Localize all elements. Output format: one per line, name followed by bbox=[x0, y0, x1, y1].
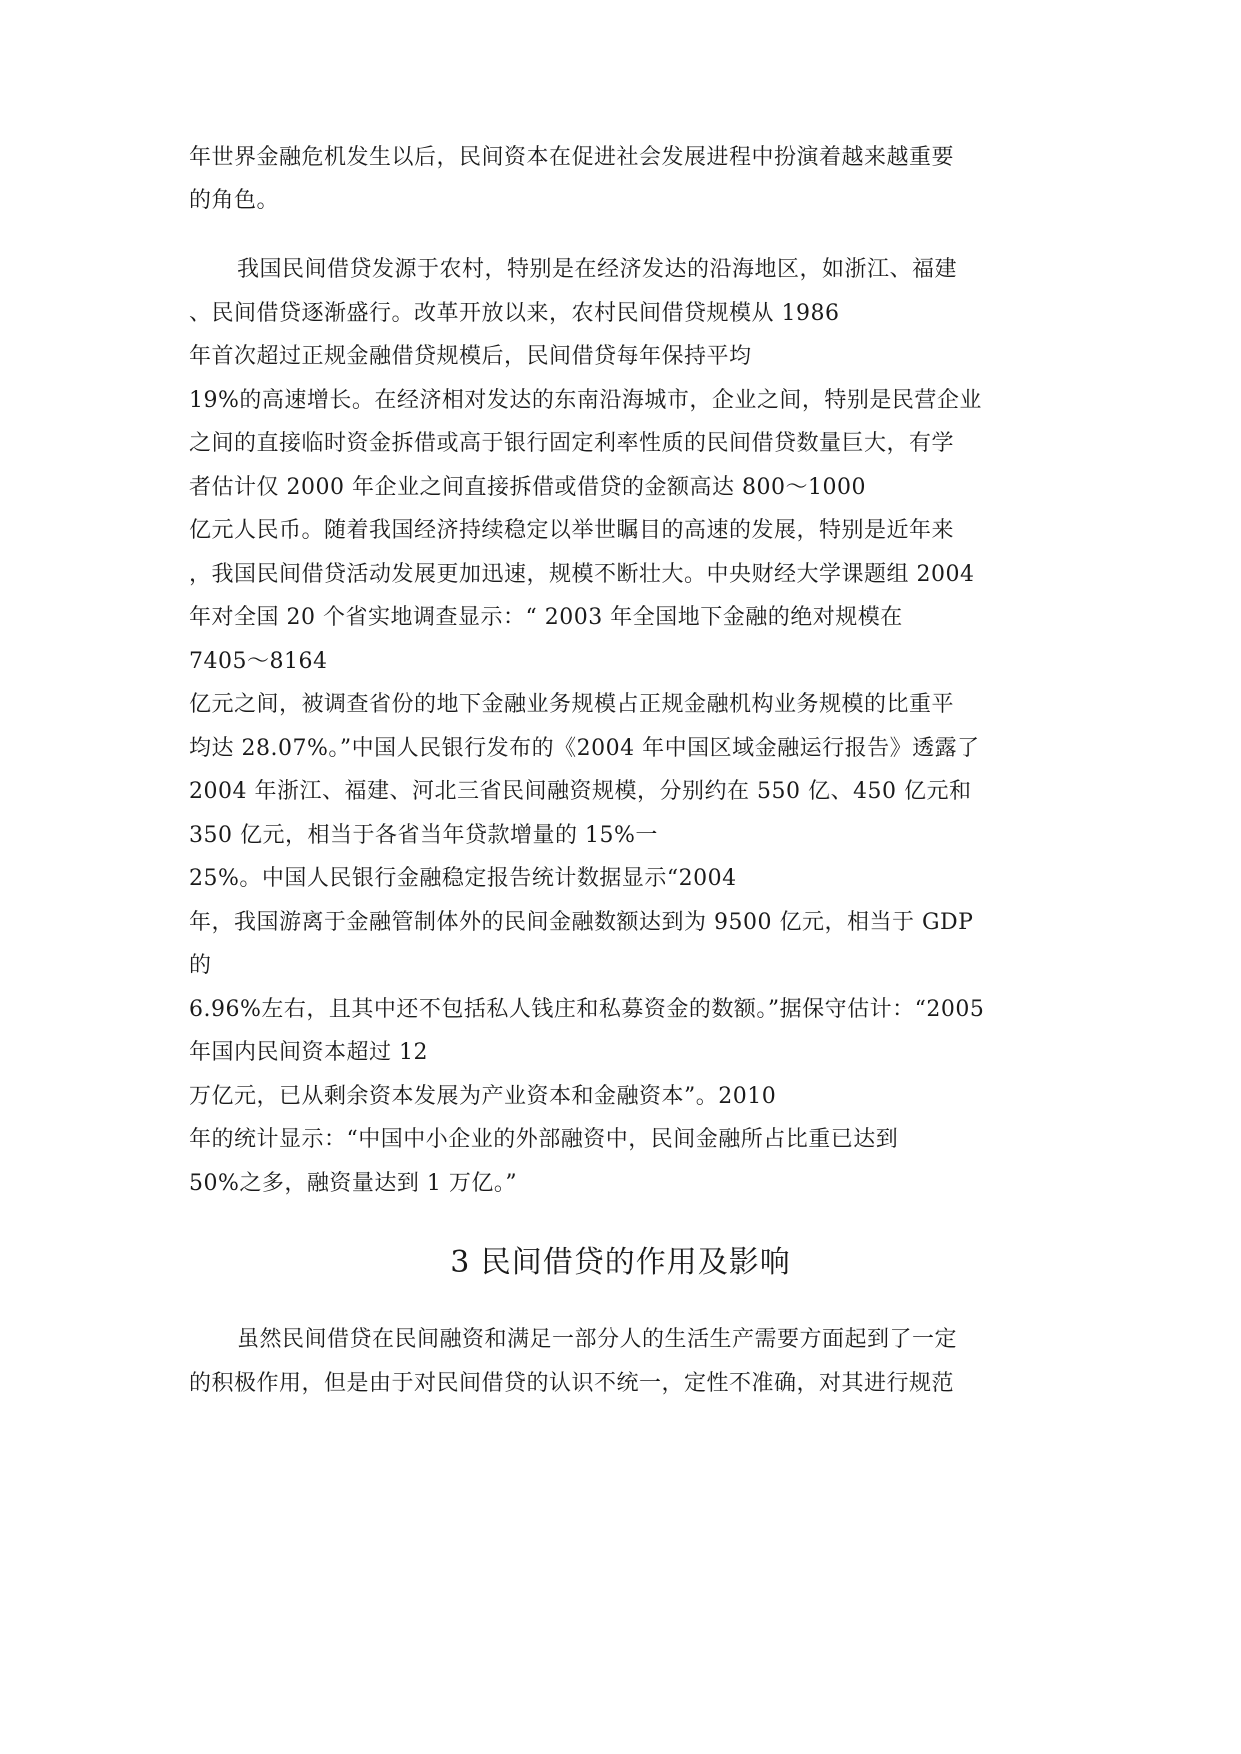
paragraph-2-line-4: 19%的高速增长。在经济相对发达的东南沿海城市，企业之间，特别是民营企业 bbox=[189, 388, 982, 413]
paragraph-2-line-1: 我国民间借贷发源于农村，特别是在经济发达的沿海地区，如浙江、福建 bbox=[237, 257, 958, 282]
paragraph-3-line-2: 的积极作用，但是由于对民间借贷的认识不统一，定性不准确，对其进行规范 bbox=[189, 1371, 955, 1396]
paragraph-2-line-9: 年对全国 20 个省实地调查显示：“ 2003 年全国地下金融的绝对规模在 bbox=[189, 605, 903, 630]
paragraph-2-line-17: 的 bbox=[189, 953, 212, 978]
paragraph-2-line-22: 50%之多，融资量达到 1 万亿。” bbox=[189, 1171, 518, 1196]
paragraph-2-line-13: 2004 年浙江、福建、河北三省民间融资规模，分别约在 550 亿、450 亿元和 bbox=[189, 779, 972, 804]
paragraph-2-line-5: 之间的直接临时资金拆借或高于银行固定利率性质的民间借贷数量巨大，有学 bbox=[189, 431, 955, 456]
paragraph-2-line-19: 年国内民间资本超过 12 bbox=[189, 1040, 428, 1065]
paragraph-2-line-10: 7405～8164 bbox=[189, 649, 328, 674]
paragraph-2-line-14: 350 亿元，相当于各省当年贷款增量的 15%一 bbox=[189, 823, 658, 848]
paragraph-1-line-2: 的角色。 bbox=[189, 188, 280, 213]
paragraph-3-line-1: 虽然民间借贷在民间融资和满足一部分人的生活生产需要方面起到了一定 bbox=[237, 1327, 958, 1352]
paragraph-2-line-6: 者估计仅 2000 年企业之间直接拆借或借贷的金额高达 800～1000 bbox=[189, 475, 866, 500]
paragraph-2-line-18: 6.96%左右，且其中还不包括私人钱庄和私募资金的数额。”据保守估计：“2005 bbox=[189, 997, 985, 1022]
paragraph-2-line-3: 年首次超过正规金融借贷规模后，民间借贷每年保持平均 bbox=[189, 344, 752, 369]
paragraph-2-line-11: 亿元之间，被调查省份的地下金融业务规模占正规金融机构业务规模的比重平 bbox=[189, 692, 955, 717]
paragraph-1-line-1: 年世界金融危机发生以后，民间资本在促进社会发展进程中扮演着越来越重要 bbox=[189, 145, 955, 170]
paragraph-2-line-16: 年，我国游离于金融管制体外的民间金融数额达到为 9500 亿元，相当于 GDP bbox=[189, 910, 974, 935]
paragraph-2-line-21: 年的统计显示：“中国中小企业的外部融资中，民间金融所占比重已达到 bbox=[189, 1127, 899, 1152]
paragraph-2-line-15: 25%。中国人民银行金融稳定报告统计数据显示“2004 bbox=[189, 866, 737, 891]
paragraph-2-line-8: ，我国民间借贷活动发展更加迅速，规模不断壮大。中央财经大学课题组 2004 bbox=[189, 562, 975, 587]
paragraph-2-line-7: 亿元人民币。随着我国经济持续稳定以举世瞩目的高速的发展，特别是近年来 bbox=[189, 518, 955, 543]
paragraph-2-line-2: 、民间借贷逐渐盛行。改革开放以来，农村民间借贷规模从 1986 bbox=[189, 301, 840, 326]
paragraph-2-line-20: 万亿元，已从剩余资本发展为产业资本和金融资本”。2010 bbox=[189, 1084, 777, 1109]
paragraph-2-line-12: 均达 28.07%。”中国人民银行发布的《2004 年中国区域金融运行报告》透露了 bbox=[189, 736, 980, 761]
section-heading: 3 民间借贷的作用及影响 bbox=[450, 1245, 791, 1280]
